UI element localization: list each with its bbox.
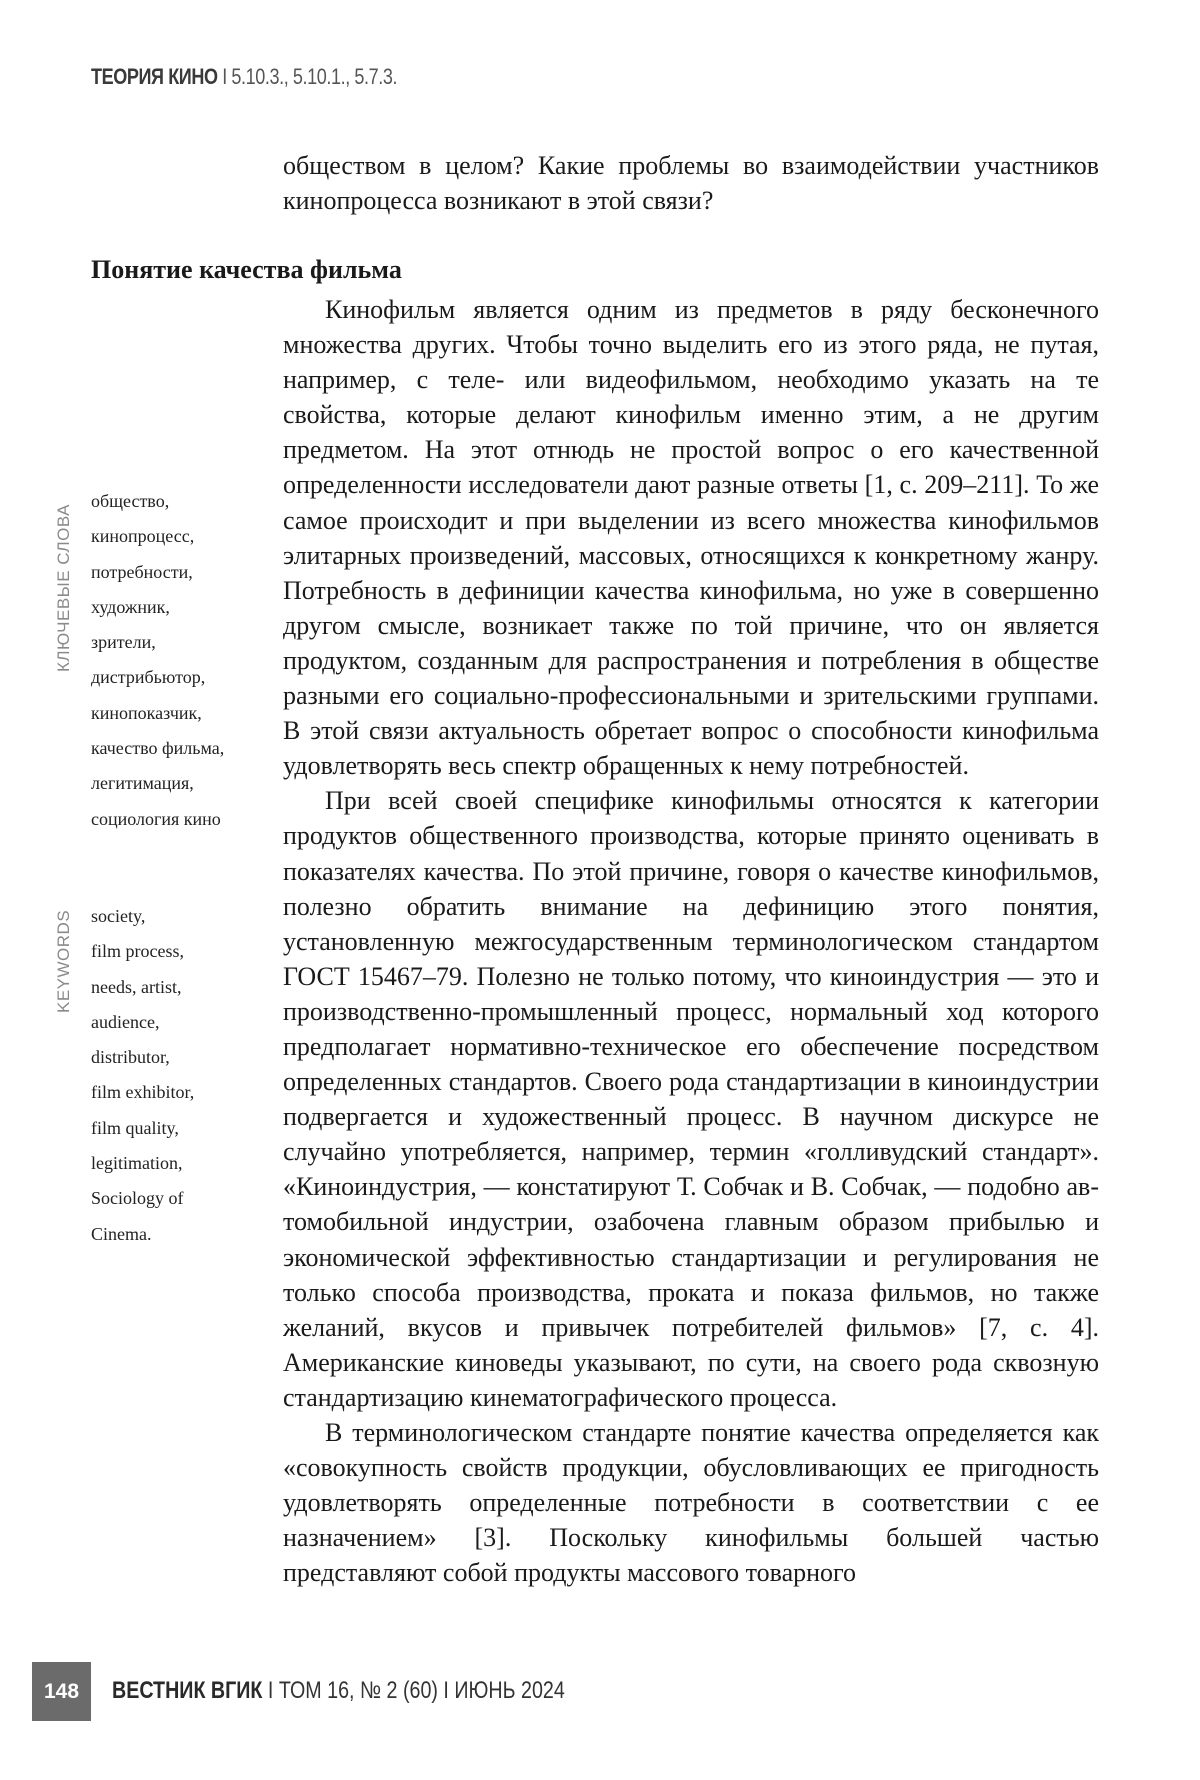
keyword: легитимация, xyxy=(91,773,194,794)
keyword: социология кино xyxy=(91,808,221,829)
section-heading: Понятие качества фильма xyxy=(91,255,402,284)
keyword: Cinema. xyxy=(91,1223,152,1244)
paragraph: При всей своей специфике кинофильмы относятся к категории продуктов общественного производства, которые принято оценивать в показателях качества. По этой причине, говоря о качестве кинофильмов, полезно обратить внимание на дефиницию этого понятия, установленную межгосударственным терминологическом стандартом ГОСТ 15467–79. Полезно не только потому, что киноиндустрия — это и производственно-промышленный процесс, нормальный ход которого предполагает нормативно-техническое его обеспечение посредством определенных стандартов. Своего рода стандартизации в киноиндустрии подвергается и художественный процесс. В научном дискурсе не случайно употребляется, например, термин «голливудский стандарт». «Киноиндустрия, — констатируют Т. Собчак и В. Собчак, — подобно автомобильной индустрии, озабочена главным образом прибылью и экономической эффективностью стандартизации и регулирования не только способа производства, проката и показа фильмов, но также желаний, вкусов и привычек потребителей фильмов» [7, с. 4]. Американские киноведы указывают, по сути, на своего рода сквозную стандартизацию кинематографического процесса. xyxy=(283,786,1099,1412)
keyword: audience, xyxy=(91,1011,160,1032)
keyword: society, xyxy=(91,906,146,926)
keywords-en-list xyxy=(91,899,194,1252)
intro-text xyxy=(283,148,1099,218)
page-number: 148 xyxy=(32,1662,91,1721)
journal-section: ТЕОРИЯ КИНО xyxy=(91,64,218,89)
keyword: Sociology of xyxy=(91,1188,184,1209)
running-head xyxy=(91,64,397,90)
classification-codes: 5.10.3., 5.10.1., 5.7.3. xyxy=(231,64,398,89)
journal-name: ВЕСТНИК ВГИК xyxy=(112,1677,263,1704)
section-separator: I xyxy=(217,64,232,89)
keyword: качество фильма, xyxy=(91,738,225,759)
keyword: художник, xyxy=(91,596,170,617)
keyword: дистрибьютор, xyxy=(91,667,206,688)
page-footer xyxy=(32,1662,1132,1721)
issue-info: I ТОМ 16, № 2 (60) I ИЮНЬ 2024 xyxy=(262,1677,565,1704)
keyword: кинопоказчик, xyxy=(91,702,202,723)
keyword: потребности, xyxy=(91,561,193,582)
keyword: needs, artist, xyxy=(91,976,182,997)
keyword: общество, xyxy=(91,491,170,511)
paragraph: Кинофильм является одним из предметов в ряду бесконечного множества других. Чтобы точно выделить его из этого ряда, не путая, например, с теле- или видеофильмом, необходимо указать на те свойства, которые делают кинофильм именно этим, а не другим предметом. На этот отнюдь не простой вопрос о его качественной определенности исследователи дают разные ответы [1, с. 209–211]. То же самое происходит и при выделении из всего множества кинофильмов элитарных произведений, массовых, относящихся к конкретному жанру. Потребность в дефиниции качества кинофильма, но уже в совершенно другом смысле, возникает также по той причине, что он является продуктом, созданным для распространения и потребления в обществе разными его социально-профессиональными и зрительскими группами. В этой связи актуальность обретает вопрос о способности кинофильма удовлетворять весь спектр обращенных к нему потребностей. xyxy=(283,295,1099,781)
keyword: кинопроцесс, xyxy=(91,526,195,547)
paragraph: В терминологическом стандарте понятие качества определяется как «совокупность свойств продукции, обусловливающих ее пригодность удовлетворять определенные потребности в соответствии с ее назначением» [3]. Поскольку кинофильмы большей частью представляют собой продукты массового товарного xyxy=(283,1418,1099,1588)
keyword: distributor, xyxy=(91,1047,170,1068)
intro-paragraph: обществом в целом? Какие проблемы во взаимодействии участников кинопроцесса возникают в этой связи? xyxy=(283,151,1099,216)
journal-info xyxy=(112,1677,565,1705)
keyword: film exhibitor, xyxy=(91,1082,195,1103)
keyword: зрители, xyxy=(91,632,156,653)
keywords-ru-list xyxy=(91,484,224,837)
keyword: film quality, xyxy=(91,1117,179,1138)
keyword: film process, xyxy=(91,941,184,962)
keyword: legitimation, xyxy=(91,1153,183,1174)
main-text xyxy=(283,292,1099,1590)
keywords-ru-label: КЛЮЧЕВЫЕ СЛОВА xyxy=(54,504,73,672)
keywords-en-label: KEYWORDS xyxy=(54,909,73,1013)
